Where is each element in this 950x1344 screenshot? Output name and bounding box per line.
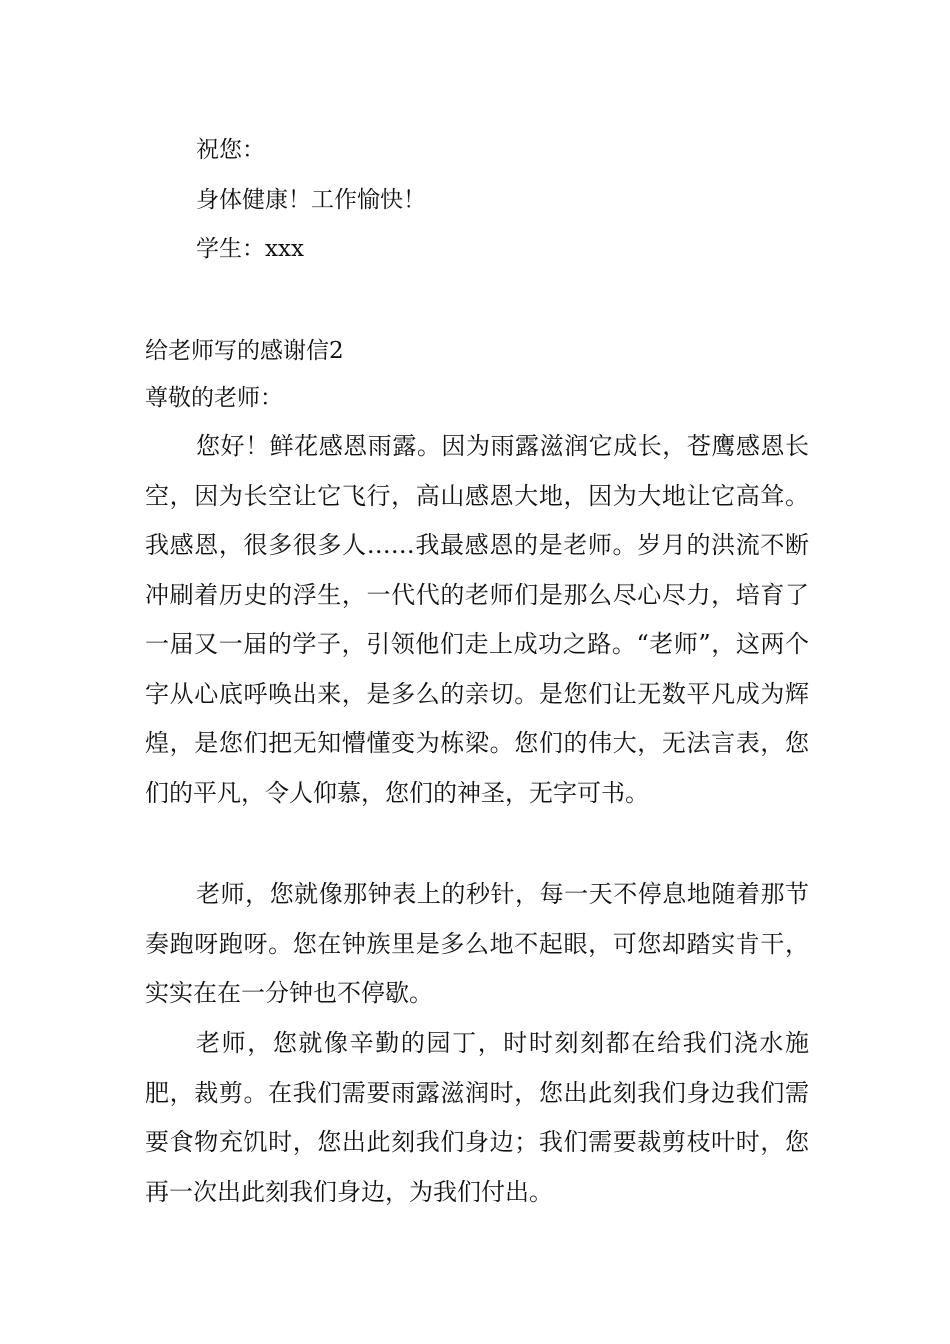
letter-salutation: 尊敬的老师： (145, 385, 283, 411)
letter-title: 给老师写的感谢信2 (145, 338, 344, 364)
letter-paragraph-2: 老师，您就像那钟表上的秒针，每一天不停息地随着那节奏跑呀跑呀。您在钟族里是多么地不起眼，可您却踏实肯干，实实在在一分钟也不停歇。 (145, 880, 809, 1007)
closing-wish-intro: 祝您： (196, 137, 265, 163)
closing-wish: 身体健康！工作愉快！ (196, 187, 426, 213)
closing-signature: 学生：xxx (196, 236, 304, 262)
letter-paragraph-3: 老师，您就像辛勤的园丁，时时刻刻都在给我们浇水施肥，裁剪。在我们需要雨露滋润时，您出此刻我们身边我们需要食物充饥时，您出此刻我们身边；我们需要裁剪枝叶时，您再一次出此刻我们身边，为我们付出。 (145, 1029, 809, 1206)
letter-paragraph-1: 您好！鲜花感恩雨露。因为雨露滋润它成长，苍鹰感恩长空，因为长空让它飞行，高山感恩大地，因为大地让它高耸。我感恩，很多很多人……我最感恩的是老师。岁月的洪流不断冲刷着历史的浮生，一代代的老师们是那么尽心尽力，培育了一届又一届的学子，引领他们走上成功之路。“老师”，这两个字从心底呼唤出来，是多么的亲切。是您们让无数平凡成为辉煌，是您们把无知懵懂变为栋梁。您们的伟大，无法言表，您们的平凡，令人仰慕，您们的神圣，无字可书。 (145, 432, 809, 807)
